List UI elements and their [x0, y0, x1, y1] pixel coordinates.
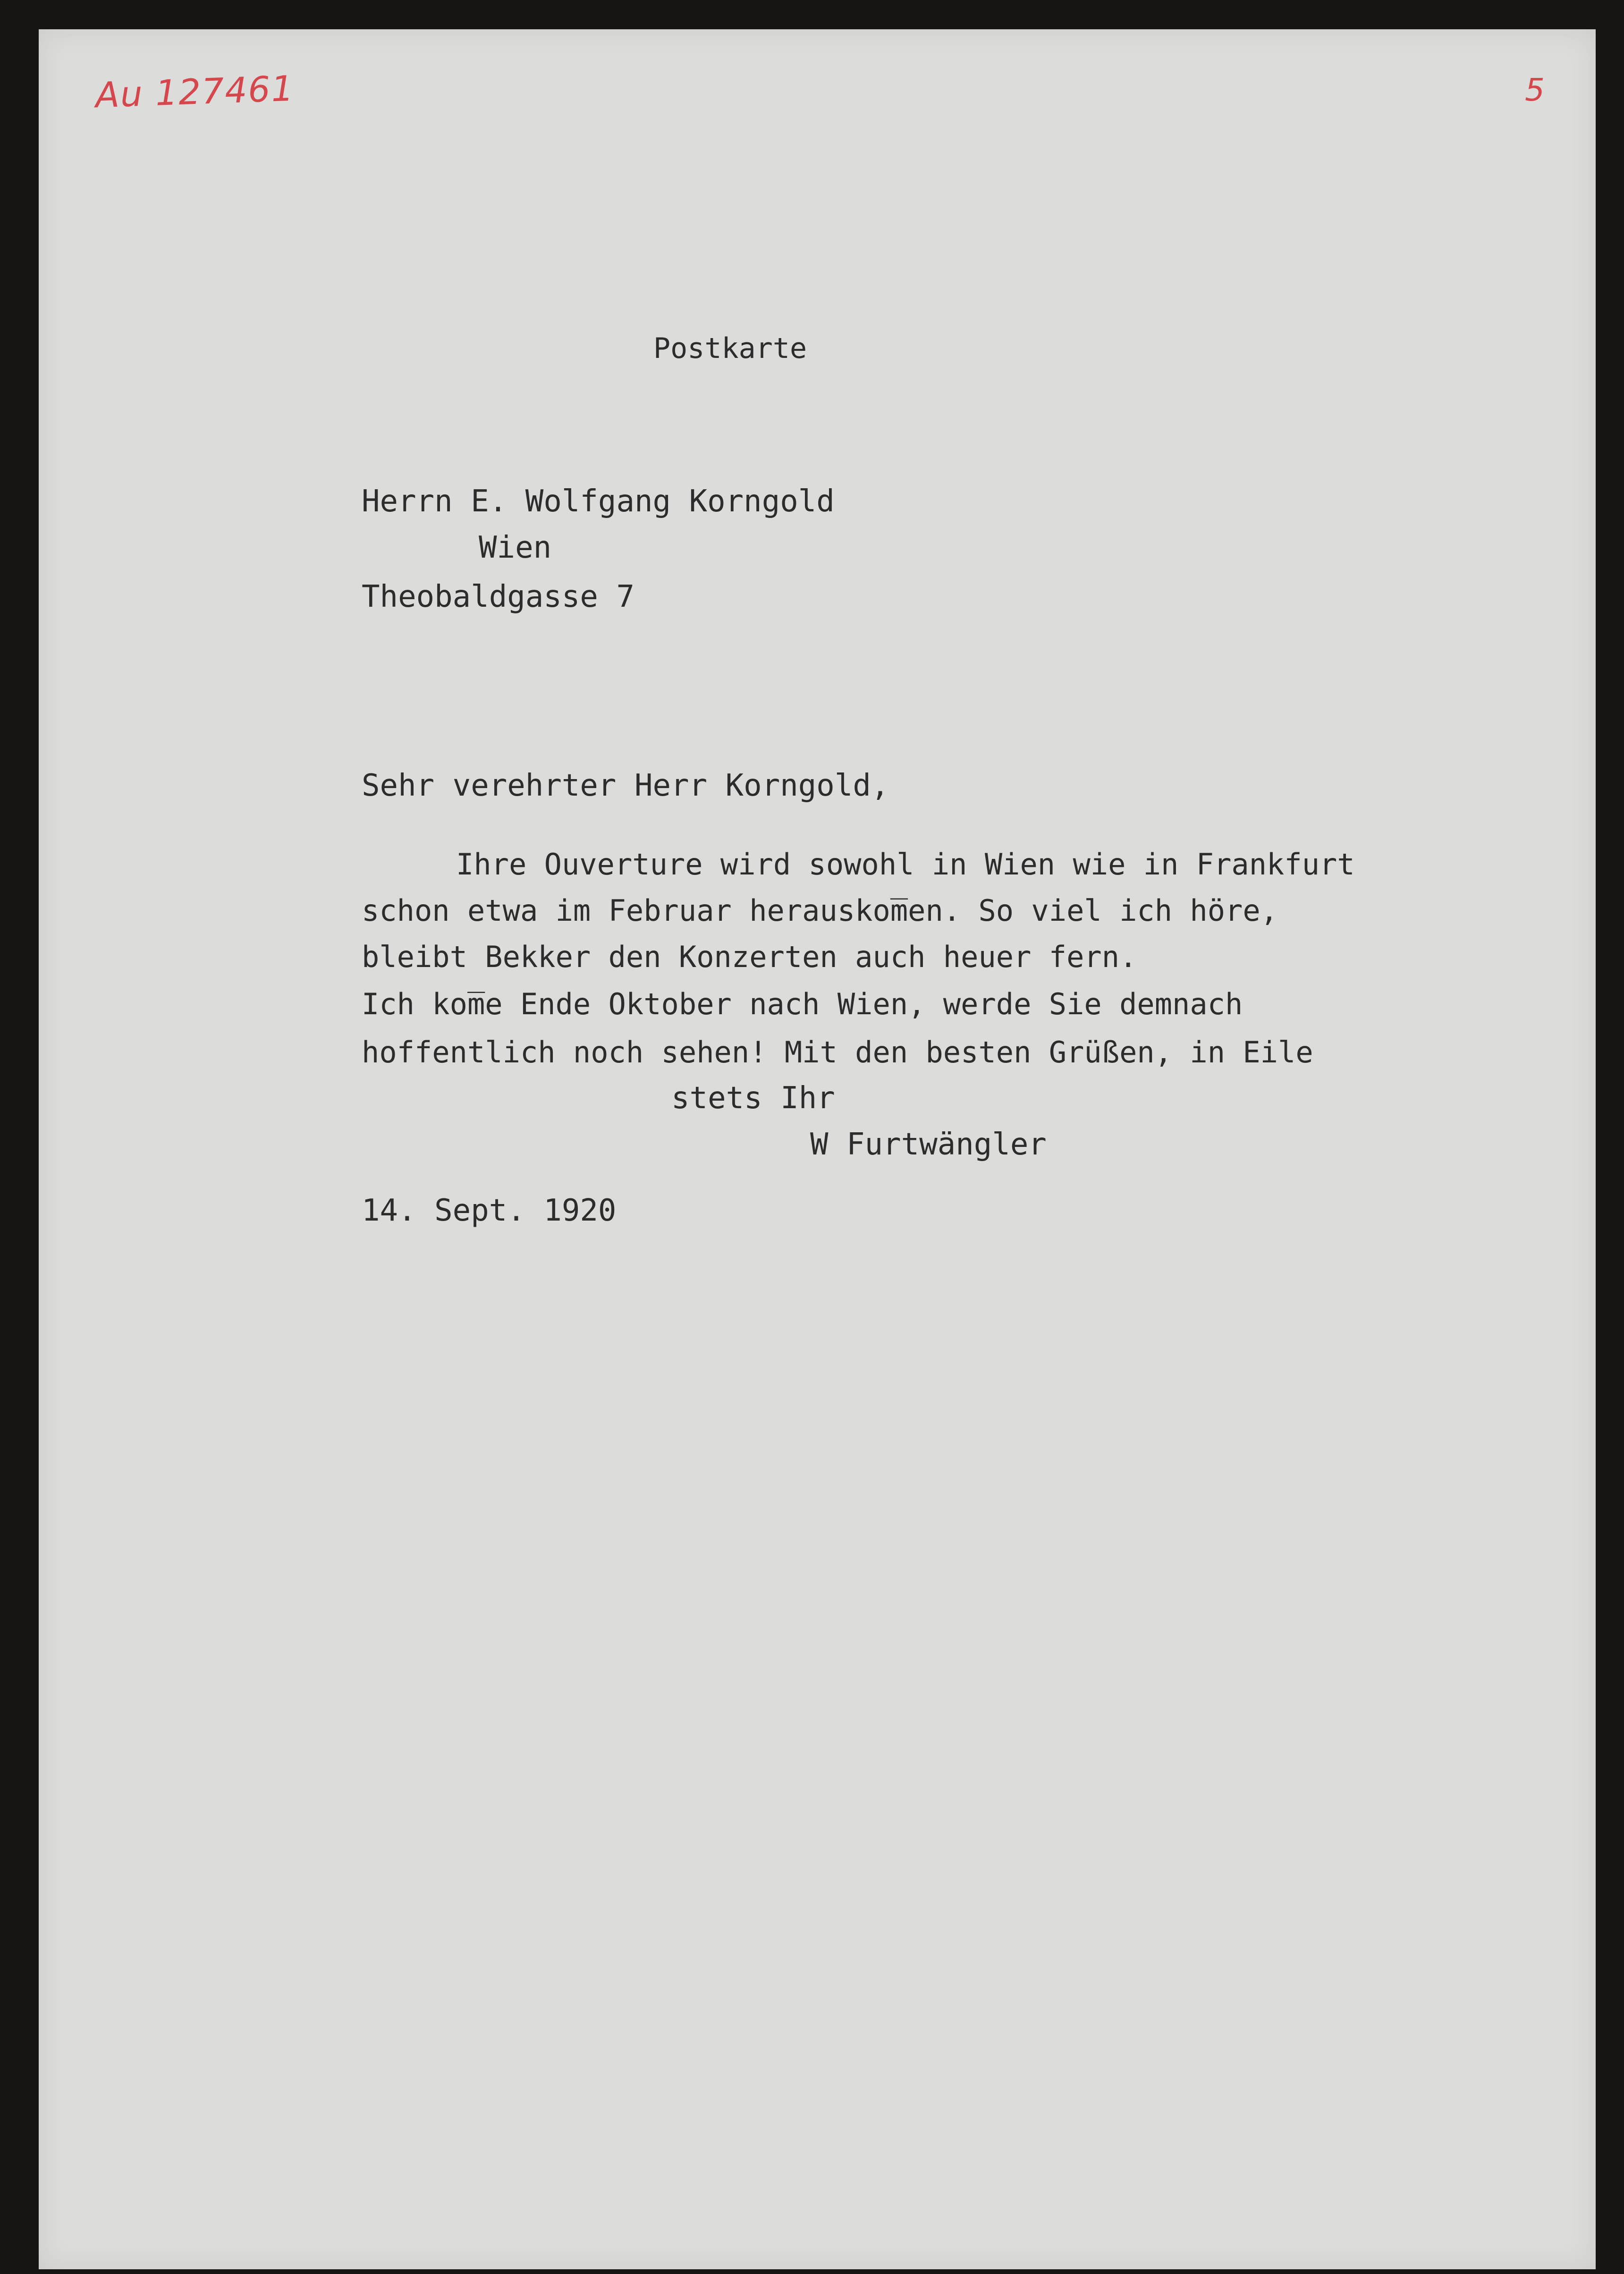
address-city: Wien	[479, 530, 552, 565]
body-line: hoffentlich noch sehen! Mit den besten Grüßen, in Eile	[362, 1035, 1313, 1069]
body-line: bleibt Bekker den Konzerten auch heuer fern.	[362, 940, 1137, 974]
closing: stets Ihr	[671, 1081, 835, 1116]
body-line: Ich kom̅e Ende Oktober nach Wien, werde Sie demnach	[362, 987, 1243, 1021]
signature: W Furtwängler	[810, 1127, 1047, 1162]
address-recipient: Herrn E. Wolfgang Korngold	[362, 484, 835, 519]
letter-date: 14. Sept. 1920	[362, 1193, 617, 1228]
address-street: Theobaldgasse 7	[362, 579, 634, 614]
archive-number-annotation: Au 127461	[94, 68, 295, 116]
document-page	[39, 29, 1596, 2269]
body-line: Ihre Ouverture wird sowohl in Wien wie in Frankfurt	[456, 847, 1355, 882]
folio-number-annotation: 5	[1525, 72, 1545, 108]
body-line: schon etwa im Februar herauskom̅en. So viel ich höre,	[362, 893, 1278, 928]
salutation: Sehr verehrter Herr Korngold,	[362, 768, 889, 803]
letter-heading: Postkarte	[653, 332, 807, 365]
